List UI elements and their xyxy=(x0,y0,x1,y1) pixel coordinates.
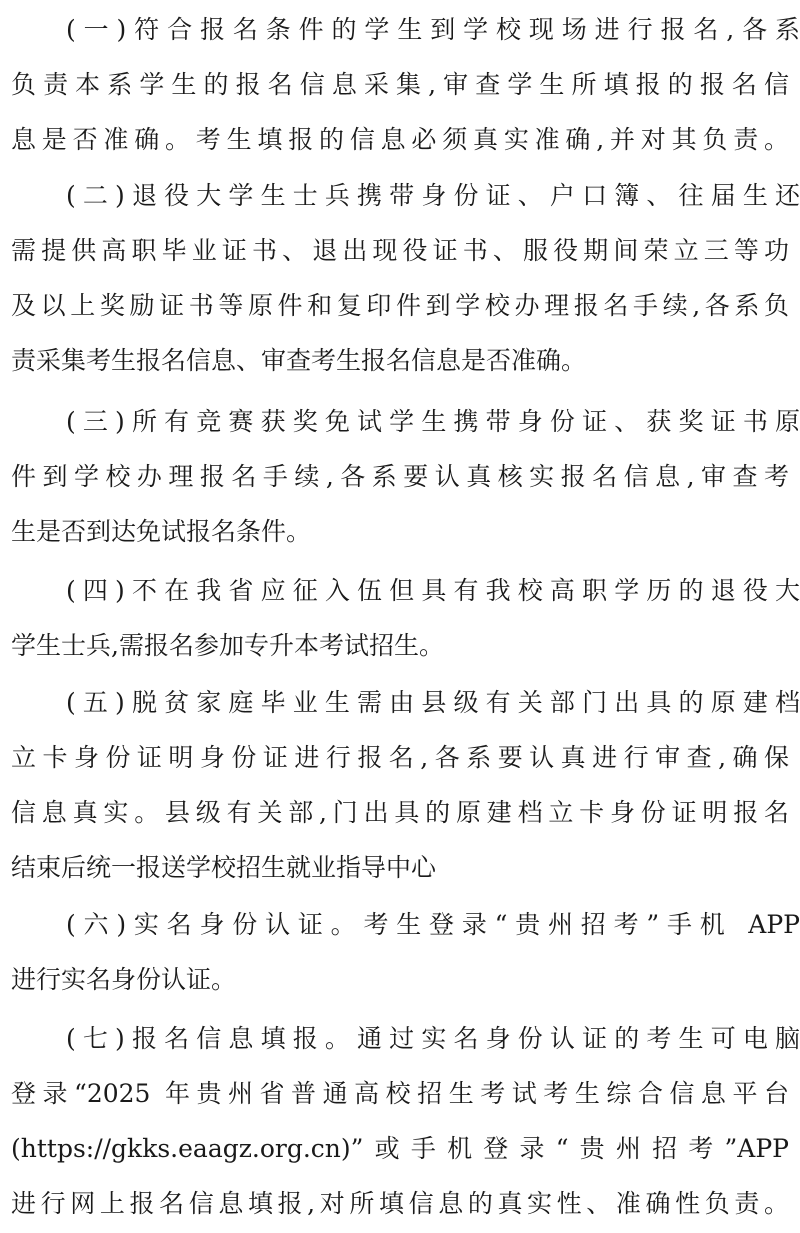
paragraph-4 xyxy=(0,563,800,673)
paragraph-line: (四)不在我省应征入伍但具有我校高职学历的退役大 xyxy=(66,576,800,605)
paragraph-line: 登录“2025 年贵州省普通高校招生考试考生综合信息平台 xyxy=(11,1079,789,1108)
paragraph-line: 需提供高职毕业证书、退出现役证书、服役期间荣立三等功 xyxy=(11,236,789,265)
paragraph-line: 及以上奖励证书等原件和复印件到学校办理报名手续,各系负 xyxy=(11,291,789,320)
paragraph-line: (https://gkks.eaagz.org.cn)”或手机登录“贵州招考”APP xyxy=(11,1134,789,1163)
paragraph-line: 立卡身份证明身份证进行报名,各系要认真进行审查,确保 xyxy=(11,743,789,772)
paragraph-5 xyxy=(0,675,800,895)
paragraph-line: 息是否准确。考生填报的信息必须真实准确,并对其负责。 xyxy=(11,125,789,154)
paragraph-line: 负责本系学生的报名信息采集,审查学生所填报的报名信 xyxy=(11,70,789,99)
paragraph-line: (三)所有竞赛获奖免试学生携带身份证、获奖证书原 xyxy=(66,407,800,436)
paragraph-line: (一)符合报名条件的学生到学校现场进行报名,各系 xyxy=(66,15,800,44)
paragraph-2 xyxy=(0,168,800,388)
paragraph-3 xyxy=(0,394,800,559)
paragraph-line: (二)退役大学生士兵携带身份证、户口簿、往届生还 xyxy=(66,181,800,210)
paragraph-line: 件到学校办理报名手续,各系要认真核实报名信息,审查考 xyxy=(11,462,789,491)
paragraph-line: 生是否到达免试报名条件。 xyxy=(11,517,312,546)
paragraph-line: (五)脱贫家庭毕业生需由县级有关部门出具的原建档 xyxy=(66,688,800,717)
paragraph-1 xyxy=(0,2,800,167)
paragraph-line: 进行实名身份认证。 xyxy=(11,965,237,994)
paragraph-line: (六)实名身份认证。考生登录“贵州招考”手机 APP xyxy=(66,910,800,939)
paragraph-line: 进行网上报名信息填报,对所填信息的真实性、准确性负责。 xyxy=(11,1189,789,1218)
paragraph-line: 责采集考生报名信息、审查考生报名信息是否准确。 xyxy=(11,346,587,375)
paragraph-line: 信息真实。县级有关部,门出具的原建档立卡身份证明报名 xyxy=(11,798,789,827)
paragraph-line: 学生士兵,需报名参加专升本考试招生。 xyxy=(11,631,444,660)
paragraph-line: 结束后统一报送学校招生就业指导中心 xyxy=(11,853,437,882)
paragraph-line: (七)报名信息填报。通过实名身份认证的考生可电脑 xyxy=(66,1024,800,1053)
paragraph-6 xyxy=(0,897,800,1007)
paragraph-7 xyxy=(0,1011,800,1231)
